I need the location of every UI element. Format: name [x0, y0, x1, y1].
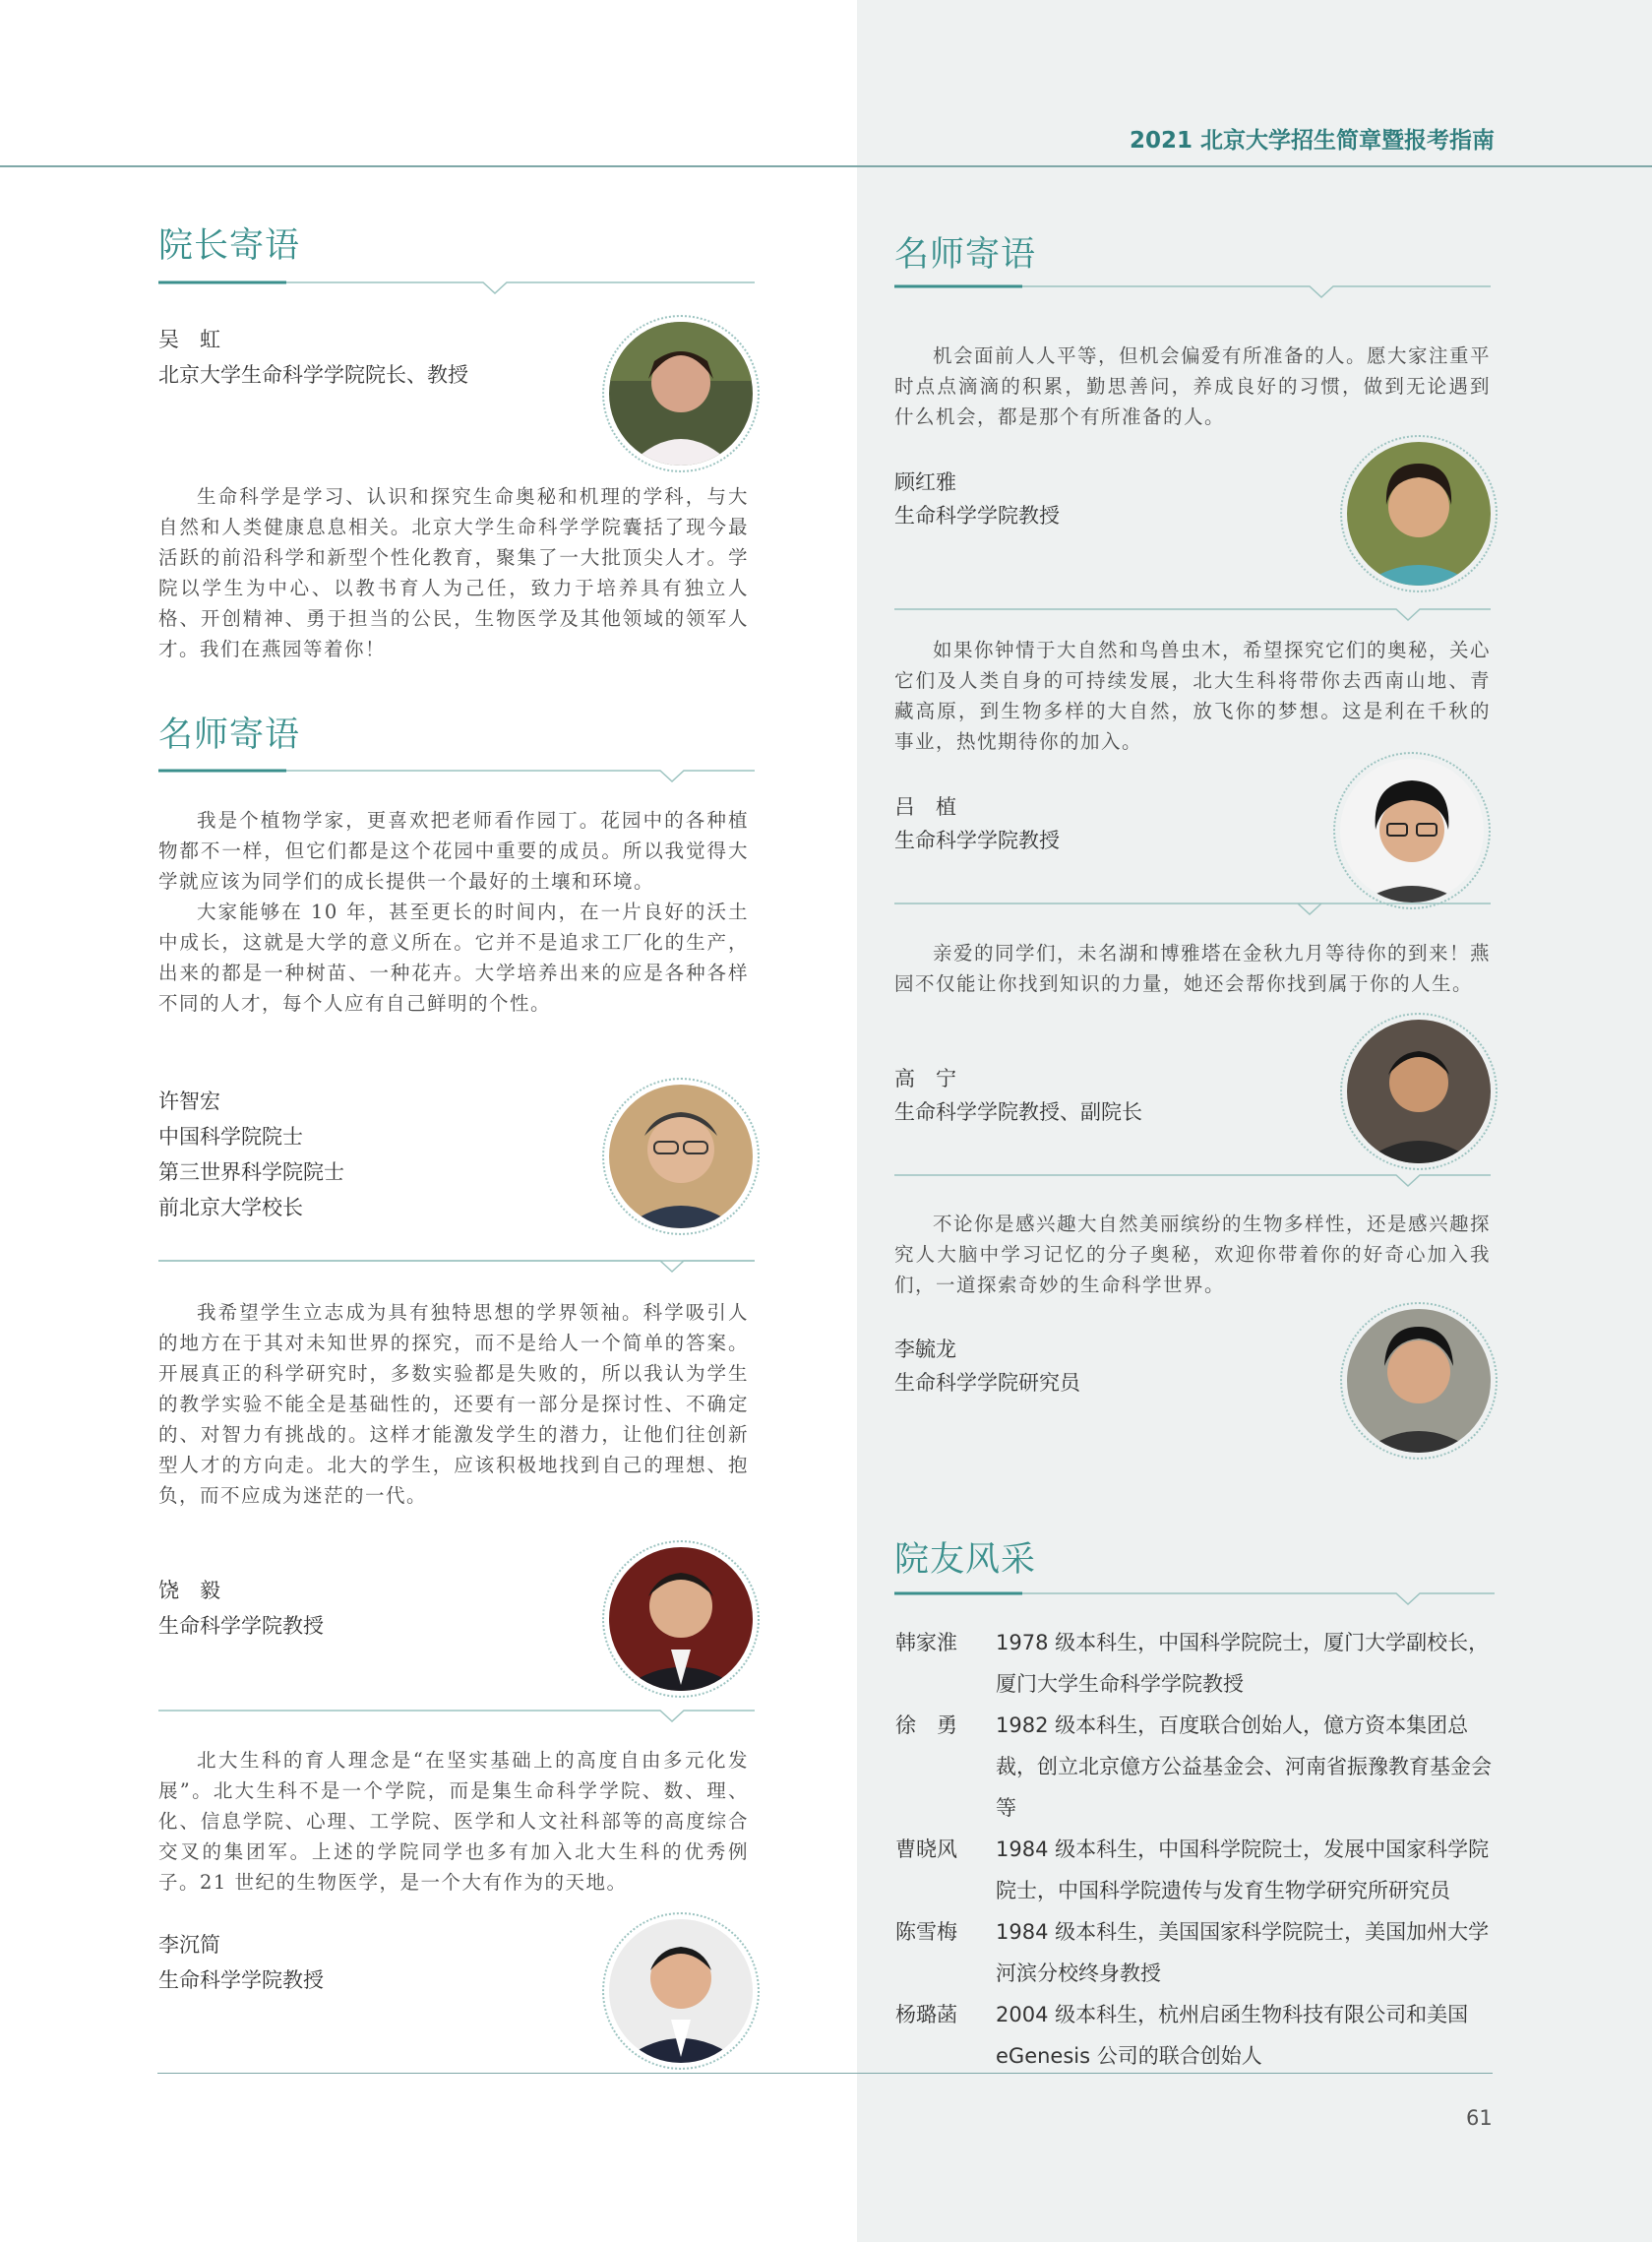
- section-rule: [158, 279, 755, 302]
- lv-message: 如果你钟情于大自然和鸟兽虫木，希望探究它们的奥秘，关心它们及人类自身的可持续发展，北大生科将带你去西南山地、青藏高原，到生物多样的大自然，放飞你的梦想。这是利在千秋的事业，热忱期待你的加入。: [894, 639, 1492, 753]
- mentor-section-title-left: 名师寄语: [158, 716, 301, 755]
- li-portrait: [602, 1912, 760, 2070]
- section-rule: [894, 282, 1491, 306]
- xu-paragraph-1: 我是个植物学家，更喜欢把老师看作园丁。花园中的各种植物都不一样，但它们都是这个花园中重要的成员。所以我觉得大学就应该为同学们的成长提供一个最好的土壤和环境。: [158, 809, 749, 893]
- alumni-desc: 1984 级本科生，中国科学院院士，发展中国家科学院院士，中国科学院遗传与发育生物学研究所研究员: [996, 1837, 1490, 1902]
- divider: [894, 1173, 1491, 1193]
- xu-role-1: 中国科学院院士: [158, 1125, 303, 1149]
- list-item: [895, 1705, 1505, 1829]
- alumni-name: 韩家淮: [895, 1631, 957, 1654]
- li-message: 北大生科的育人理念是“在坚实基础上的高度自由多元化发展”。北大生科不是一个学院，而是集生命科学学院、数、理、化、信息学院、心理、工学院、医学和人文社科部等的高度综合交叉的集团军。上述的学院同学也多有加入北大生科的优秀例子。21 世纪的生物医学，是一个大有作为的天地。: [158, 1749, 749, 1894]
- dean-role: 北京大学生命科学学院院长、教授: [158, 363, 468, 387]
- li-role: 生命科学学院教授: [158, 1968, 324, 1992]
- rao-message: 我希望学生立志成为具有独特思想的学界领袖。科学吸引人的地方在于其对未知世界的探究，而不是给人一个简单的答案。开展真正的科学研究时，多数实验都是失败的，所以我认为学生的教学实验不能全是基础性的，还要有一部分是探讨性、不确定的、对智力有挑战的。这样才能激发学生的潜力，让他们往创新型人才的方向走。北大的学生，应该积极地找到自己的理想、抱负，而不应成为迷茫的一代。: [158, 1301, 749, 1507]
- lv-name: 吕 植: [894, 795, 956, 819]
- lyl-portrait: [1340, 1302, 1498, 1460]
- list-item: [895, 1829, 1505, 1911]
- lyl-name: 李毓龙: [894, 1338, 956, 1361]
- dean-section-title: 院长寄语: [158, 226, 301, 266]
- rao-role: 生命科学学院教授: [158, 1614, 324, 1638]
- dean-message: 生命科学是学习、认识和探究生命奥秘和机理的学科，与大自然和人类健康息息相关。北京大学生命科学学院囊括了现今最活跃的前沿科学和新型个性化教育，聚集了一大批顶尖人才。学院以学生为中心、以教书育人为己任，致力于培养具有独立人格、开创精神、勇于担当的公民，生物医学及其他领域的领军人才。我们在燕园等着你！: [158, 485, 749, 660]
- xu-message: [158, 805, 749, 1019]
- running-header: 2021 北京大学招生简章暨报考指南: [1129, 128, 1495, 154]
- gu-name: 顾红雅: [894, 470, 956, 494]
- rao-name: 饶 毅: [158, 1579, 220, 1602]
- footer-rule: [157, 2073, 1493, 2074]
- alumni-name: 曹晓风: [895, 1837, 957, 1861]
- alumni-desc: 1984 级本科生，美国国家科学院院士，美国加州大学河滨分校终身教授: [996, 1920, 1490, 1985]
- gao-role: 生命科学学院教授、副院长: [894, 1100, 1142, 1124]
- alumni-desc: 2004 级本科生，杭州启函生物科技有限公司和美国 eGenesis 公司的联合创始人: [996, 2003, 1469, 2068]
- list-item: [895, 1994, 1505, 2077]
- xu-portrait: [602, 1078, 760, 1235]
- section-rule: [158, 767, 755, 790]
- lyl-role: 生命科学学院研究员: [894, 1371, 1080, 1395]
- page-number: 61: [1466, 2106, 1493, 2130]
- divider: [158, 1259, 755, 1278]
- mentor-section-title-right: 名师寄语: [894, 235, 1037, 275]
- divider: [158, 1709, 755, 1728]
- xu-role-2: 第三世界科学院院士: [158, 1160, 344, 1184]
- xu-paragraph-2: 大家能够在 10 年，甚至更长的时间内，在一片良好的沃土中成长，这就是大学的意义所在。它并不是追求工厂化的生产，出来的都是一种树苗、一种花卉。大学培养出来的应是各种各样不同的人才，每个人应有自己鲜明的个性。: [158, 901, 749, 1015]
- lyl-message: 不论你是感兴趣大自然美丽缤纷的生物多样性，还是感兴趣探究人大脑中学习记忆的分子奥秘，欢迎你带着你的好奇心加入我们，一道探索奇妙的生命科学世界。: [894, 1213, 1492, 1296]
- alumni-name: 陈雪梅: [895, 1920, 957, 1944]
- xu-role-3: 前北京大学校长: [158, 1196, 303, 1219]
- dean-portrait: [602, 315, 760, 472]
- divider: [894, 902, 1491, 921]
- gao-portrait: [1340, 1013, 1498, 1170]
- alumni-section-title: 院友风采: [894, 1540, 1037, 1580]
- xu-name: 许智宏: [158, 1090, 220, 1113]
- gao-message: 亲爱的同学们，未名湖和博雅塔在金秋九月等待你的到来！燕园不仅能让你找到知识的力量，她还会帮你找到属于你的人生。: [894, 942, 1492, 995]
- alumni-name: 杨璐菡: [895, 2003, 957, 2026]
- alumni-desc: 1982 级本科生，百度联合创始人，億方资本集团总裁，创立北京億方公益基金会、河南省振豫教育基金会等: [996, 1713, 1492, 1820]
- list-item: [895, 1911, 1505, 1994]
- gu-message: 机会面前人人平等，但机会偏爱有所准备的人。愿大家注重平时点点滴滴的积累，勤思善问，养成良好的习惯，做到无论遇到什么机会，都是那个有所准备的人。: [894, 344, 1492, 428]
- lv-portrait: [1333, 752, 1491, 909]
- section-rule: [894, 1589, 1495, 1613]
- list-item: [895, 1622, 1505, 1705]
- alumni-desc: 1978 级本科生，中国科学院院士，厦门大学副校长，厦门大学生命科学学院教授: [996, 1631, 1490, 1696]
- rao-portrait: [602, 1540, 760, 1698]
- header-rule: [0, 165, 1652, 167]
- lv-role: 生命科学学院教授: [894, 829, 1060, 852]
- alumni-list: [895, 1622, 1505, 2077]
- dean-name: 吴 虹: [158, 328, 220, 351]
- gao-name: 高 宁: [894, 1067, 956, 1090]
- divider: [894, 607, 1491, 627]
- gu-role: 生命科学学院教授: [894, 504, 1060, 528]
- gu-portrait: [1340, 435, 1498, 592]
- li-name: 李沉简: [158, 1933, 220, 1957]
- alumni-name: 徐 勇: [895, 1713, 957, 1737]
